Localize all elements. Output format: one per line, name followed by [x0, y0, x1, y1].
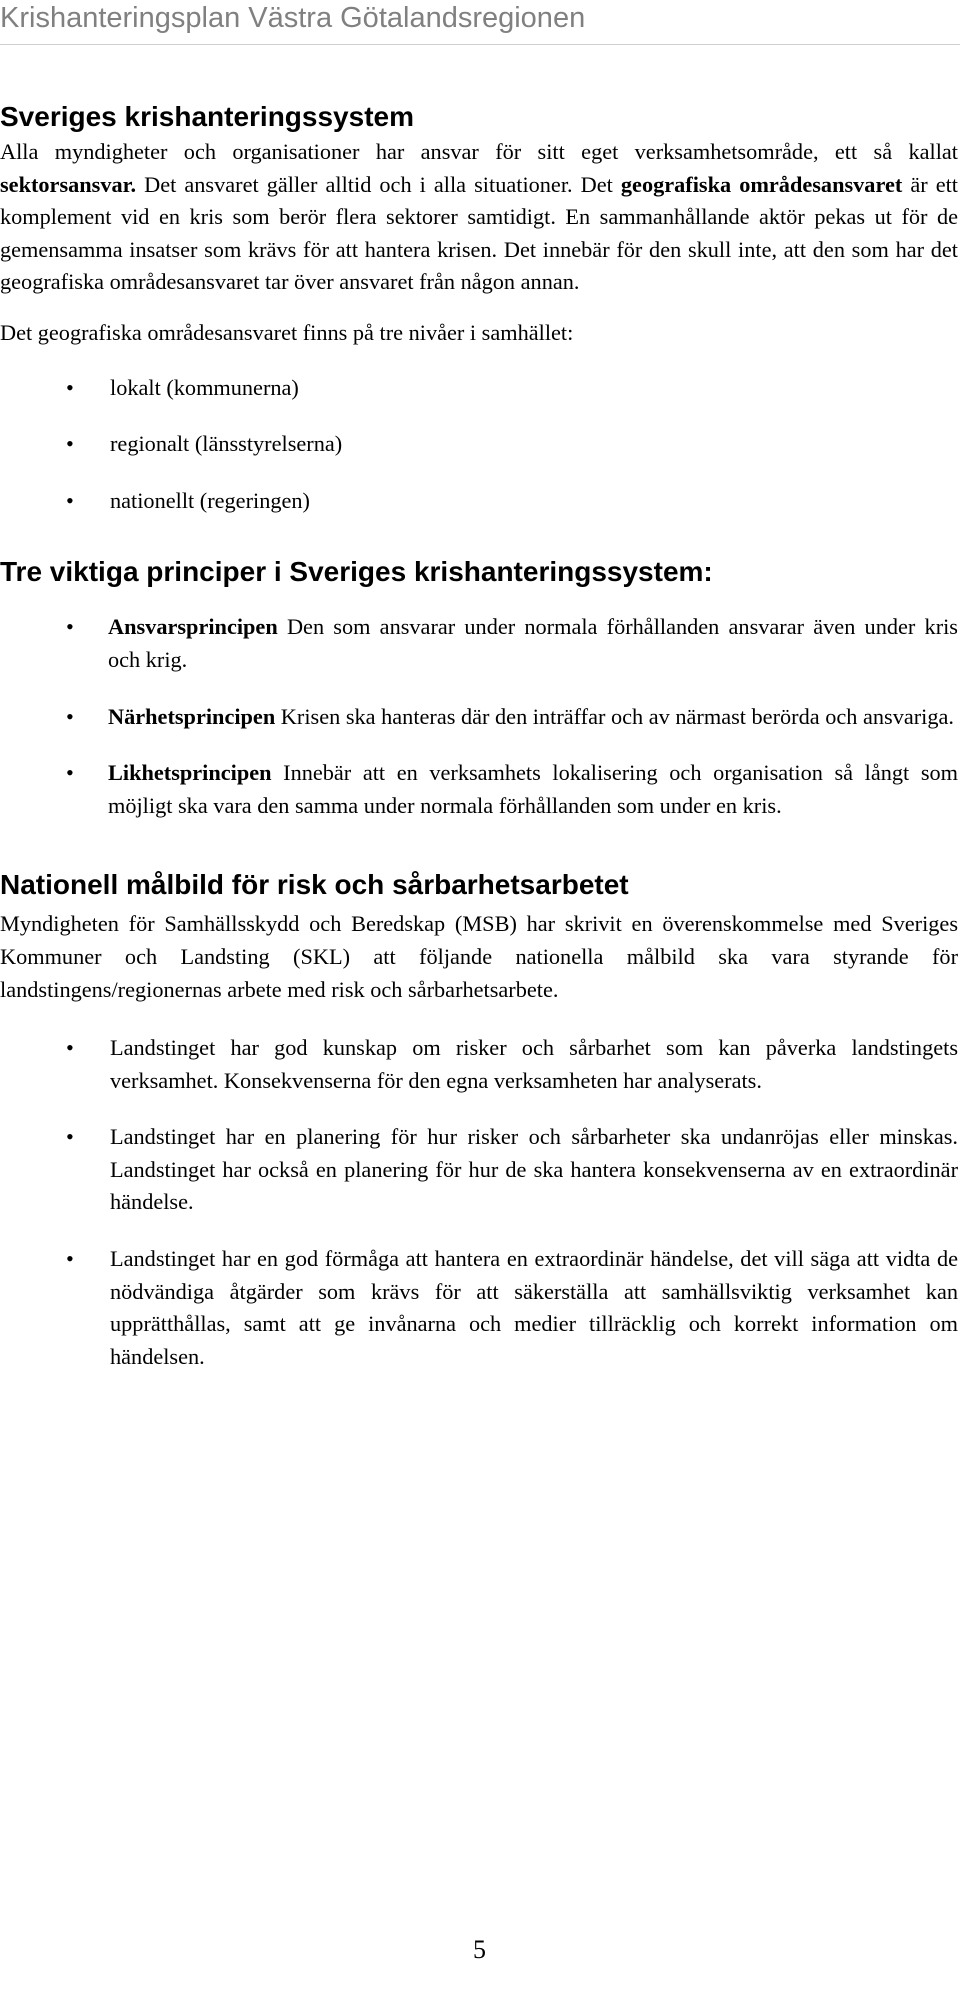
list-item: • Ansvarsprincipen Den som ansvarar under normala förhållanden ansvarar även under kris och krig.	[0, 611, 958, 676]
list-item: • Landstinget har en god förmåga att hantera en extraordinär händelse, det vill säga att vidta de nödvändiga åtgärder som krävs för att säkerställa att samhällsviktig verksamhet kan upprätthållas, samt att ge invånarna och medier tillräcklig och korrekt information om händelsen.	[0, 1243, 958, 1373]
list-item: • nationellt (regeringen)	[0, 485, 958, 518]
list-item: • Landstinget har en planering för hur risker och sårbarheter ska undanröjas eller minskas. Landstinget har också en planering för hur de ska hantera konsekvenserna av en extraordinär händelse.	[0, 1121, 958, 1219]
running-header: Krishanteringsplan Västra Götalandsregionen	[0, 2, 586, 34]
list-item: • Närhetsprincipen Krisen ska hanteras där den inträffar och av närmast berörda och ansvariga.	[0, 701, 958, 734]
paragraph-msb-overenskommelse: Myndigheten för Samhällsskydd och Beredskap (MSB) har skrivit en överenskommelse med Sveriges Kommuner och Landsting (SKL) att följande nationella målbild ska vara styrande för landstingens/regionernas arbete med risk och sårbarhetsarbete.	[0, 911, 958, 1002]
section-heading-malbild: Nationell målbild för risk och sårbarhetsarbetet	[0, 869, 629, 901]
document-page: Krishanteringsplan Västra Götalandsregionen Sveriges krishanteringssystem Alla myndigheter och organisationer har ansvar för sitt eget verksamhetsområde, ett så kallat sektorsansvar. Det ansvaret gäller alltid och i alla situationer. Det geografiska områdesansvaret är ett komplement vid en kris som berör flera sektorer samtidigt. En sammanhållande aktör pekas ut för de gemensamma insatser som krävs för att hantera krisen. Det innebär för den skull inte, att den som har det geografiska områdesansvaret tar över ansvaret från någon annan. Det geografiska områdesansvaret finns på tre nivåer i samhället: • lokalt (kommunerna) • regionalt (länsstyrelserna) • nationellt (regeringen) Tre viktiga principer i Sveriges krishanteringssystem: • Ansvarsprincipen Den som ansvarar under normala förhållanden ansvarar även under kris och krig. • Närhetsprincipen Krisen ska hanteras där den inträffar och av närmast berörda och ansvariga. • Likhetsprincipen Innebär att en verksamhets lokalisering och organisation så långt som möjligt ska vara den samma under normala förhållanden som under en kris. Nationell målbild för risk och sårbarhetsarbetet Myndigheten för Samhällsskydd och Beredskap (MSB) har skrivit en överenskommelse med Sveriges Kommuner och Landsting (SKL) att följande nationella målbild ska vara styrande för landstingens/regionernas arbete med risk och sårbarhetsarbete. • Landstinget har god kunskap om risker och sårbarhet som kan påverka landstingets verksamhet. Konsekvenserna för den egna verksamheten har analyserats. • Landstinget har en planering för hur risker och sårbarheter ska undanröjas eller minskas. Landstinget har också en planering för hur de ska hantera konsekvenserna av en extraordinär händelse. • Landstinget har en god förmåga att hantera en extraordinär händelse, det vill säga att vidta de nödvändiga åtgärder som krävs för att säkerställa att samhällsviktig verksamhet kan upprätthållas, samt att ge invånarna och medier tillräcklig och korrekt information om händelsen. 5	[0, 0, 960, 1993]
level-list	[0, 372, 958, 518]
term-sektorsansvar: sektorsansvar.	[0, 171, 137, 197]
page-content	[0, 100, 958, 1397]
paragraph-sektorsansvar: Alla myndigheter och organisationer har ansvar för sitt eget verksamhetsområde, ett så kallat sektorsansvar. Det ansvaret gäller alltid och i alla situationer. Det geografiska områdesansvaret är ett komplement vid en kris som berör flera sektorer samtidigt. En sammanhållande aktör pekas ut för de gemensamma insatser som krävs för att hantera krisen. Det innebär för den skull inte, att den som har det geografiska områdesansvaret tar över ansvaret från någon annan.	[0, 139, 958, 295]
section-heading-principer: Tre viktiga principer i Sveriges krishanteringssystem:	[0, 556, 713, 588]
paragraph-tre-nivaer: Det geografiska områdesansvaret finns på tre nivåer i samhället:	[0, 319, 574, 345]
list-item: • lokalt (kommunerna)	[0, 372, 958, 405]
principle-list	[0, 611, 958, 822]
term-geografiska-omradesansvaret: geografiska områdesansvaret	[620, 171, 903, 197]
principle-name: Likhetsprincipen	[108, 760, 272, 786]
principle-name: Ansvarsprincipen	[108, 614, 278, 640]
list-item: • Likhetsprincipen Innebär att en verksamhets lokalisering och organisation så långt som möjligt ska vara den samma under normala förhållanden som under en kris.	[0, 757, 958, 822]
list-item: • Landstinget har god kunskap om risker och sårbarhet som kan påverka landstingets verksamhet. Konsekvenserna för den egna verksamheten har analyserats.	[0, 1032, 958, 1097]
section-heading-krishanteringssystem: Sveriges krishanteringssystem	[0, 101, 414, 132]
principle-name: Närhetsprincipen	[108, 703, 276, 729]
list-item: • regionalt (länsstyrelserna)	[0, 428, 958, 461]
header-divider	[0, 44, 960, 45]
target-list	[0, 1032, 958, 1373]
